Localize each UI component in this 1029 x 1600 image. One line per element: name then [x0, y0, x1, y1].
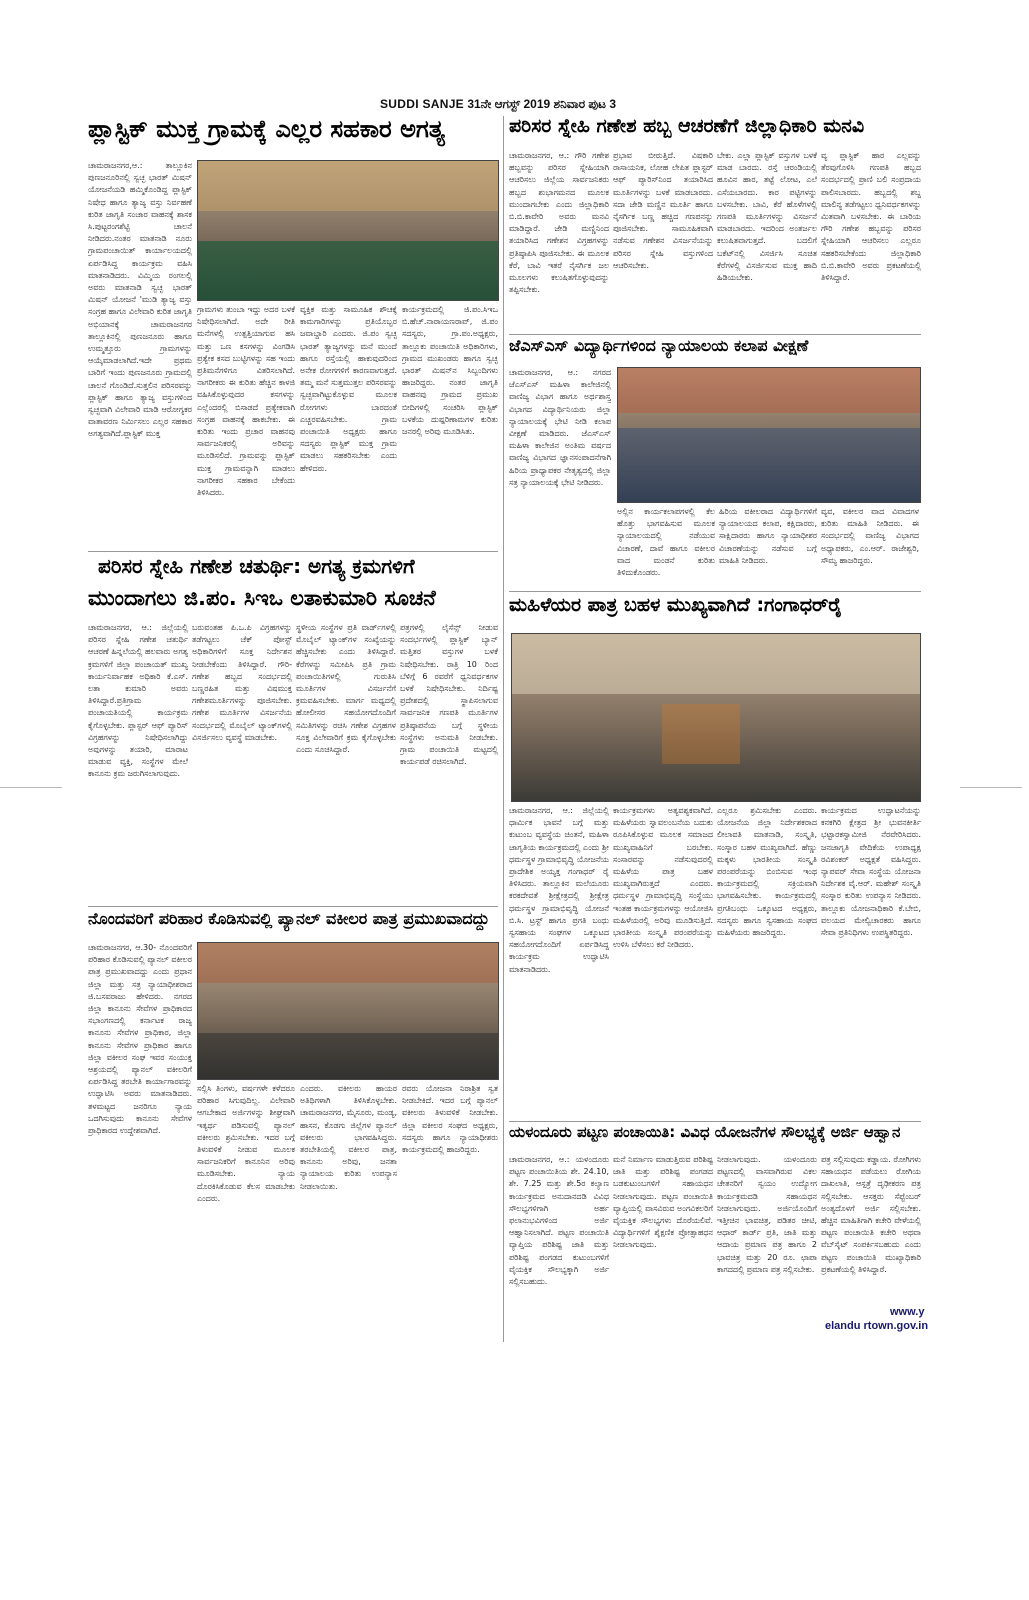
- masthead: [380, 97, 680, 113]
- headline-yelandur: ಯಳಂದೂರು ಪಟ್ಟಣ ಪಂಚಾಯಿತಿ: ವಿವಿಧ ಯೋಜನೆಗಳ ಸೌಲಭ್ಯಕ್ಕೆ ಅರ್ಜಿ ಆಹ್ವಾನ: [509, 1124, 901, 1141]
- column-divider: [503, 116, 504, 1342]
- plastic-column-4: ಕಾರ್ಯಕ್ರಮದಲ್ಲಿ ಜಿ.ಪಂ.ಸಿಇಒ ಬಿ.ಹೆಚ್.ನಾರಾಯಣರಾವ್, ಜಿ.ಪಂ ಸದಸ್ಯರು, ಗ್ರಾ.ಪಂ.ಅಧ್ಯಕ್ಷರು, ತಾಲ್ಲೂಕು ಪಂಚಾಯಿತಿ ಅಧಿಕಾರಿಗಳು, ಗ್ರಾಮದ ಮುಖಂಡರು ಹಾಗೂ ಸ್ವಚ್ಛ ಭಾರತ್ ಮಿಷನ್‌ನ ಸಿಬ್ಬಂದಿಗಳು ಹಾಜರಿದ್ದರು. ನಂತರ ಜಾಗೃತಿ ವಾಹನವು ಗ್ರಾಮದ ಪ್ರಮುಖ ಬೀದಿಗಳಲ್ಲಿ ಸಂಚರಿಸಿ ಪ್ಲಾಸ್ಟಿಕ್ ಬಳಕೆಯ ದುಷ್ಪರಿಣಾಮಗಳ ಕುರಿತು ಜನರಲ್ಲಿ ಅರಿವು ಮೂಡಿಸಿತು.: [402, 305, 498, 437]
- jss-column-2: ಅಲ್ಲಿನ ಕಾರ್ಯಕಲಾಪಗಳಲ್ಲಿ ಕೆಲ ಹೊತ್ತು ಭಾಗವಹಿಸುವ ಮೂಲಕ ನ್ಯಾಯಾಲಯದಲ್ಲಿ ನಡೆಯುವ ವಿಚಾರಣೆ, ದಾವೆ ಹಾಗೂ ವಕೀಲರ ವಾದ ಮಂಡನೆ ಕುರಿತು ತಿಳಿದುಕೊಂಡರು.: [617, 507, 715, 578]
- yelandur-column-4: ಪತ್ರ ಸಲ್ಲಿಸುವುದು ಕಡ್ಡಾಯ. ರೋಗಿಗಳು ಸಹಾಯಧನ ಪಡೆಯಲು ರೋಗಿಯ ದಾಖಲಾತಿ, ಆಸ್ಪತ್ರೆ ದೃಢೀಕರಣ ಪತ್ರ ಸಲ್ಲಿಸಬೇಕು. ಆಸಕ್ತರು ಸೆಪ್ಟೆಂಬರ್ ಅಂತ್ಯದೊಳಗೆ ಅರ್ಜಿ ಸಲ್ಲಿಸಬೇಕು. ಹೆಚ್ಚಿನ ಮಾಹಿತಿಗಾಗಿ ಕಚೇರಿ ವೇಳೆಯಲ್ಲಿ ಪಟ್ಟಣ ಪಂಚಾಯಿತಿ ಕಚೇರಿ ಅಥವಾ ವೆಬ್‌ಸೈಟ್ ಸಂಪರ್ಕಿಸಬಹುದು ಎಂದು ಪಟ್ಟಣ ಪಂಚಾಯಿತಿ ಮುಖ್ಯಾಧಿಕಾರಿ ಪ್ರಕಟಣೆಯಲ್ಲಿ ತಿಳಿಸಿದ್ದಾರೆ.: [821, 1155, 921, 1274]
- panel-advocates-column-2: ಸಲ್ಲಿಸಿ ತಿಂಗಳು, ವರ್ಷಗಳೇ ಕಳೆದರೂ ಪರಿಹಾರ ಸಿಗುವುದಿಲ್ಲ. ವಿಲೇವಾರಿ ಆಗಬೇಕಾದ ಅರ್ಜಿಗಳನ್ನು ಶೀಘ್ರವಾಗಿ ಇತ್ಯರ್ಥ ಪಡಿಸುವಲ್ಲಿ ಪ್ಯಾನಲ್ ವಕೀಲರು ಶ್ರಮಿಸಬೇಕು. ಇದರ ಬಗ್ಗೆ ತಿಳುವಳಿಕೆ ನೀಡುವ ಮೂಲಕ ಸಾರ್ವಜನಿಕರಿಗೆ ಕಾನೂನಿನ ಅರಿವು ಮೂಡಿಸಬೇಕು. ನ್ಯಾಯ ದೊರಕಿಸಿಕೊಡುವ ಕೆಲಸ ಮಾಡಬೇಕು ಎಂದರು.: [197, 1084, 295, 1203]
- plastic-column-1: ಚಾಮರಾಜನಗರ,ಆ.: ತಾಲ್ಲೂಕಿನ ಪುಣಜನೂರಿನಲ್ಲಿ ಸ್ವಚ್ಛ ಭಾರತ್ ಮಿಷನ್‌ ಯೋಜನೆಯಡಿ ಹಮ್ಮಿಕೊಂಡಿದ್ದ ಪ್ಲಾಸ್ಟಿಕ್ ನಿಷೇಧ ಹಾಗೂ ತ್ಯಾಜ್ಯ ವಸ್ತು ನಿರ್ವಹಣೆ ಕುರಿತ ಜಾಗೃತಿ ಸಂಚಾರ ವಾಹನಕ್ಕೆ ಶಾಸಕ ಸಿ.ಪುಟ್ಟರಂಗಶೆಟ್ಟಿ ಚಾಲನೆ ನೀಡಿದರು.ನಂತರ ಮಾತನಾಡಿ ನೂರು ಗ್ರಾಮಪಂಚಾಯಿತ್ ಕಾರ್ಯಾಲಯದಲ್ಲಿ ಏರ್ಪಡಿಸಿದ್ದ ಕಾರ್ಯಕ್ರಮ ವಹಿಸಿ ಮಾತನಾಡಿದರು. ವಿಮ್ಮಿಯ ರಂಗಲಲ್ಲಿ ಅವರು ಮಾತನಾಡಿ ಸ್ವಚ್ಛ ಭಾರತ್ ಮಿಷನ್‌ ಯೋಜನೆ 'ಮುಡಿ ತ್ಯಾಜ್ಯ ವಸ್ತು ಸಂಗ್ರಹ ಹಾಗೂ ವಿಲೇವಾರಿ ಕುರಿತ ಜಾಗೃತಿ ಅಭಿಯಾನಕ್ಕೆ ಚಾಮರಾಜನಗರ ತಾಲ್ಲೂಕಿನಲ್ಲಿ ಪುಣಜನೂರು ಹಾಗೂ ಉಮ್ಮತ್ತೂರು ಗ್ರಾಮಗಳನ್ನು ಆಯ್ಕೆಮಾಡಲಾಗಿದೆ.ಇದೇ ಪ್ರಥಮ ಬಾರಿಗೆ ಇಂದು ಪುಣಜನೂರು ಗ್ರಾಮದಲ್ಲಿ ಚಾಲನೆ ಗೊಂಡಿದೆ.ಸುತ್ತಲಿನ ಪರಿಸರವನ್ನು ಪ್ಲಾಸ್ಟಿಕ್ ಹಾಗೂ ತ್ಯಾಜ್ಯ ವಸ್ತುಗಳಿಂದ ಸ್ವಚ್ಛವಾಗಿ ವಿಲೇವಾರಿ ಮಾಡಿ ಆರೋಗ್ಯಕರ ವಾತಾವರಣ ನಿರ್ಮಿಸಲು ಎಲ್ಲರ ಸಹಕಾರ ಅಗತ್ಯವಾಗಿದೆ.ಪ್ಲಾಸ್ಟಿಕ್ ಮುಕ್ತ: [88, 161, 192, 439]
- headline-panel-advocates: ನೊಂದವರಿಗೆ ಪರಿಹಾರ ಕೊಡಿಸುವಲ್ಲಿ ಪ್ಯಾನಲ್ ವಕೀಲರ ಪಾತ್ರ ಪ್ರಮುಖವಾದದ್ದು: [88, 910, 490, 928]
- headline-jss-court-visit: ಜೆಎಸ್‌ಎಸ್ ವಿದ್ಯಾರ್ಥಿಗಳಿಂದ ನ್ಯಾಯಾಲಯ ಕಲಾಪ ವೀಕ್ಷಣೆ: [509, 337, 809, 355]
- plastic-event-photo: [197, 160, 499, 301]
- yelandur-url-prefix: www.y: [890, 1306, 925, 1318]
- divider: [509, 1121, 921, 1122]
- divider: [509, 591, 921, 592]
- yelandur-column-1: ಚಾಮರಾಜನಗರ, ಆ.: ಯಳಂದೂರು ಪಟ್ಟಣ ಪಂಚಾಯಿತಿಯ ಶೇ. 24.10, ಶೇ. 7.25 ಮತ್ತು ಶೇ.5ರ ಕಲ್ಯಾಣ ಕಾರ್ಯಕ್ರಮದ ಅನುದಾನದಡಿ ವಿವಿಧ ಸೌಲಭ್ಯಗಳಿಗಾಗಿ ಅರ್ಹ ಫಲಾನುಭವಿಗಳಿಂದ ಅರ್ಜಿ ಆಹ್ವಾನಿಸಲಾಗಿದೆ. ಪಟ್ಟಣ ಪಂಚಾಯಿತಿ ವ್ಯಾಪ್ತಿಯ ಪರಿಶಿಷ್ಟ ಜಾತಿ ಮತ್ತು ಪರಿಶಿಷ್ಟ ಪಂಗಡದ ಕುಟುಂಬಗಳಿಗೆ ವೈಯಕ್ತಿಕ ಸೌಲಭ್ಯಕ್ಕಾಗಿ ಅರ್ಜಿ ಸಲ್ಲಿಸಬಹುದು.: [509, 1155, 609, 1287]
- headline-zp-ceo-line1: ಪರಿಸರ ಸ್ನೇಹಿ ಗಣೇಶ ಚತುರ್ಥಿ: ಅಗತ್ಯ ಕ್ರಮಗಳಿಗೆ: [98, 555, 415, 578]
- divider: [88, 551, 498, 552]
- headline-plastic: ಪ್ಲಾಸ್ಟಿಕ್ ಮುಕ್ತ ಗ್ರಾಮಕ್ಕೆ ಎಲ್ಲರ ಸಹಕಾರ ಅಗತ್ಯ: [88, 116, 445, 143]
- women-column-4: ಕಾರ್ಯಕ್ರಮದ ಉದ್ಘಾಟನೆಯನ್ನು ಕನಕಗಿರಿ ಕ್ಷೇತ್ರದ ಶ್ರೀ ಭುವನಕೀರ್ತಿ ಭಟ್ಟಾರಕಸ್ವಾಮೀಜಿ ನೆರವೇರಿಸಿದರು. ಜನಜಾಗೃತಿ ವೇದಿಕೆಯ ಉಪಾಧ್ಯಕ್ಷ ರವಿಶಂಕರ್ ಅಧ್ಯಕ್ಷತೆ ವಹಿಸಿದ್ದರು. ನ್ಯಾಪವರ್ ಸೇವಾ ಸಂಸ್ಥೆಯ ಯೋಜನಾ ನಿರ್ದೇಶಕ ವೈ.ಆರ್. ಮಹೇಶ್ ಸಂಸ್ಕೃತಿ ಸಂಸ್ಕಾರ ಕುರಿತು ಉಪನ್ಯಾಸ ನೀಡಿದರು. ತಾಲ್ಲೂಕು ಯೋಜನಾಧಿಕಾರಿ ಕೆ.ಬೇಬಿ, ವಲಯದ ಮೇಲ್ವಿಚಾರಕರು ಹಾಗೂ ಸೇವಾ ಪ್ರತಿನಿಧಿಗಳು ಉಪಸ್ಥಿತರಿದ್ದರು.: [821, 806, 921, 938]
- panel-advocates-column-3: ಎಂದರು. ವಕೀಲರು ಹಾಯರ ಅತಿಥಿಗಳಾಗಿ ತಿಳಿಸಿಕೊಳ್ಳಬೇಕು. ಚಾಮರಾಜನಗರ, ಮೈಸೂರು, ಮಂಡ್ಯ, ಹಾಸನ, ಕೊಡಗು ಜಿಲ್ಲೆಗಳ ಪ್ಯಾನಲ್ ವಕೀಲರು ಭಾಗವಹಿಸಿದ್ದರು. ತರಬೇತಿಯಲ್ಲಿ ವಕೀಲರ ಪಾತ್ರ, ಕಾನೂನು ಅರಿವು, ಜನತಾ ನ್ಯಾಯಾಲಯ ಕುರಿತು ಉಪನ್ಯಾಸ ನೀಡಲಾಯಿತು.: [300, 1084, 397, 1191]
- jss-column-4: ವ್ಯವ, ವಕೀಲರ ವಾದ ವಿವಾದಗಳ ಕುರಿತು ಮಾಹಿತಿ ನೀಡಿದರು. ಈ ಸಂದರ್ಭದಲ್ಲಿ ವಾಣಿಜ್ಯ ವಿಭಾಗದ ಅಧ್ಯಾಪಕರು, ಎಂ.ಆರ್. ರಾಜೇಶ್ವರಿ, ಸೌಮ್ಯ ಹಾಜರಿದ್ದರು.: [821, 507, 919, 565]
- divider: [88, 906, 498, 907]
- women-column-1: ಚಾಮರಾಜನಗರ, ಆ.: ಜಿಲ್ಲೆಯಲ್ಲಿ ಧಾರ್ಮಿಕ ಭಾವನೆ ಬಗ್ಗೆ ಮತ್ತು ಕುಟುಂಬ ವ್ಯವಸ್ಥೆಯ ಚಿಂತನೆ, ಮಹಿಳಾ ಜಾಗೃತಿಯ ಕಾರ್ಯಕ್ರಮದಲ್ಲಿ ಎಂದು ಶ್ರೀ ಧರ್ಮಸ್ಥಳ ಗ್ರಾಮಾಭಿವೃದ್ಧಿ ಯೋಜನೆಯ ಪ್ರಾದೇಶಿಕ ಅಯ್ಯಕ್ತ ಗಂಗಾಧರ್ ರೈ ತಿಳಿಸಿದರು. ತಾಲ್ಲೂಕಿನ ಮಲೆಯೂರು ಕರಕದೇವತೆ ಶ್ರೀಕ್ಷೇತ್ರದಲ್ಲಿ ಶ್ರೀಕ್ಷೇತ್ರ ಧರ್ಮಸ್ಥಳ ಗ್ರಾಮಾಭಿವೃದ್ಧಿ ಯೋಜನೆ ಬಿ.ಸಿ. ಟ್ರಸ್ಟ್ ಹಾಗೂ ಪ್ರಗತಿ ಬಂಧು ಸ್ವಸಹಾಯ ಸಂಘಗಳ ಒಕ್ಕೂಟದ ಸಹಯೋಗದೊಂದಿಗೆ ಏರ್ಪಡಿಸಿದ್ದ ಕಾರ್ಯಕ್ರಮ ಉದ್ಘಾಟಿಸಿ ಮಾತನಾಡಿದರು.: [509, 806, 609, 974]
- yelandur-column-2: ಮನೆ ನಿರ್ಮಾಣ ಮಾಡುತ್ತಿರುವ ಪರಿಶಿಷ್ಟ ಜಾತಿ ಮತ್ತು ಪರಿಶಿಷ್ಟ ಪಂಗಡದ ಬಡಕುಟುಂಬಗಳಿಗೆ ಸಹಾಯಧನ ನೀಡಲಾಗುವುದು. ಪಟ್ಟಣ ಪಂಚಾಯಿತಿ ವ್ಯಾಪ್ತಿಯಲ್ಲಿ ವಾಸವಿರುವ ಅಂಗವಿಕಲರಿಗೆ ವೈಯಕ್ತಿಕ ಸೌಲಭ್ಯಗಳು ದೊರೆಯಲಿವೆ. ವಿದ್ಯಾರ್ಥಿಗಳಿಗೆ ಶೈಕ್ಷಣಿಕ ಪ್ರೋತ್ಸಾಹಧನ ನೀಡಲಾಗುವುದು.: [613, 1155, 713, 1250]
- headline-ganesha-dc: ಪರಿಸರ ಸ್ನೇಹಿ ಗಣೇಶ ಹಬ್ಬ ಆಚರಣೆಗೆ ಜಿಲ್ಲಾಧಿಕಾರಿ ಮನವಿ: [509, 116, 865, 137]
- headline-women-role: ಮಹಿಳೆಯರ ಪಾತ್ರ ಬಹಳ ಮುಖ್ಯವಾಗಿದೆ :ಗಂಗಾಧರ್‌ರೈ: [509, 595, 843, 616]
- jss-students-group-photo: [617, 367, 921, 503]
- women-program-photo: [511, 633, 921, 802]
- ganesha-dc-column-3: ಬೇಕು. ಎಲ್ಲಾ ಪ್ಲಾಸ್ಟಿಕ್ ವಸ್ತುಗಳ ಬಳಕೆ ಮಾಡ ಬಾರದು. ರಸ್ತೆ ಚರಂಡಿಯಲ್ಲಿ ಹೂವಿನ ಹಾರ, ತಟ್ಟೆ ಲೋಟ, ಎಲೆ ಎಸೆಯಬಾರದು. ಕಾರ ಪಟ್ಟಿಗಳನ್ನು ಬಳಸಬೇಕು. ಬಾವಿ, ಕೆರೆ ಹೊಳೆಗಳಲ್ಲಿ ಗಣಪತಿ ಮೂರ್ತಿಗಳನ್ನು ವಿಸರ್ಜನೆ ಮಾಡಬಾರದು. ಇದರಿಂದ ಅಂತರ್ಜಲ ಕಲುಷಿತವಾಗುತ್ತದೆ. ಬದಲಿಗೆ ಬಕೆಟ್‌ನಲ್ಲಿ ವಿಸರ್ಜಿಸಿ ಸೂಚಿತ ಕೆರೆಗಳಲ್ಲಿ ವಿಸರ್ಜಿಸುವ ಮುಕ್ತ ಹಾದಿ ಹಿಡಿಯಬೇಕು.: [717, 151, 817, 283]
- plastic-column-3: ವ್ಯಕ್ತಿಕ ಮತ್ತು ಸಾಮೂಹಿಕ ಶೌಚಕ್ಕೆ ಕಾಮಗಾರಿಗಳನ್ನು ಪ್ರತಿಯೊಬ್ಬರ ಜವಾಬ್ದಾರಿ ಎಂದರು. ಜಿ.ಪಂ ಸ್ವಚ್ಛ ಭಾರತ್ ತ್ಯಾಜ್ಯಗಳನ್ನು ಮನೆ ಮುಂದೆ ಹಾಗೂ ರಸ್ತೆಯಲ್ಲಿ ಹಾಕುವುದರಿಂದ ಅನೇಕ ರೋಗಗಳಿಗೆ ಕಾರಣವಾಗುತ್ತದೆ. ತಮ್ಮ ಮನೆ ಸುತ್ತಮುತ್ತಲ ಪರಿಸರವನ್ನು ಸ್ವಚ್ಛವಾಗಿಟ್ಟುಕೊಳ್ಳುವ ಮೂಲಕ ರೋಗಗಳು ಬಾರದಂತೆ ಎಚ್ಚರವಹಿಸಬೇಕು. ಗ್ರಾಮ ಪಂಚಾಯಿತಿ ಅಧ್ಯಕ್ಷರು ಹಾಗೂ ಸದಸ್ಯರು ಪ್ಲಾಸ್ಟಿಕ್ ಮುಕ್ತ ಗ್ರಾಮ ಮಾಡಲು ಸಹಕರಿಸಬೇಕು ಎಂದು ಹೇಳಿದರು.: [300, 305, 397, 473]
- divider: [509, 334, 921, 335]
- zp-ceo-column-1: ಚಾಮರಾಜನಗರ, ಆ.: ಜಿಲ್ಲೆಯಲ್ಲಿ ಪರಿಸರ ಸ್ನೇಹಿ ಗಣೇಶ ಚತುರ್ಥಿ ಆಚರಣೆ ಹಿನ್ನಲೆಯಲ್ಲಿ ಹಲವಾರು ಅಗತ್ಯ ಕ್ರಮಗಳಿಗೆ ಜಿಲ್ಲಾ ಪಂಚಾಯತ್ ಮುಖ್ಯ ಕಾರ್ಯನಿರ್ವಾಹಕ ಅಧಿಕಾರಿ ಕೆ.ಎಸ್. ಲತಾ ಕುಮಾರಿ ಅವರು ತಿಳಿಸಿದ್ದಾರೆ.ಪ್ರತಿಗ್ರಾಮ ಪಂಚಾಯತಿಯಲ್ಲಿ ಕಾರ್ಯಕ್ರಮ ಕೈಗೊಳ್ಳಬೇಕು. ಪ್ಲಾಸ್ಟರ್ ಆಫ್ ಪ್ಯಾರಿಸ್ ವಿಗ್ರಹಗಳನ್ನು ನಿಷೇಧಿಸಲಾಗಿದ್ದು ಅವುಗಳನ್ನು ತಯಾರಿ, ಮಾರಾಟ ಮಾಡುವ ವ್ಯಕ್ತಿ, ಸಂಸ್ಥೆಗಳ ಮೇಲೆ ಕಾನೂನು ಕ್ರಮ ಜರುಗಿಸಲಾಗುವುದು.: [88, 623, 188, 779]
- zp-ceo-column-4: ಪತ್ರಗಳಲ್ಲಿ ಲೈಸೆನ್ಸ್ ನೀಡುವ ಸಂದರ್ಭಗಳಲ್ಲಿ ಪ್ಲಾಸ್ಟಿಕ್ ಬ್ಯಾನ್ ಮತ್ತಿತರ ವಸ್ತುಗಳ ಬಳಕೆ ನಿಷೇಧಿಸಬೇಕು. ರಾತ್ರಿ 10 ರಿಂದ ಬೆಳಿಗ್ಗೆ 6 ರವರೆಗೆ ಧ್ವನಿವರ್ಧಕಗಳ ಬಳಕೆ ನಿಷೇಧಿಸಬೇಕು. ನಿರ್ದಿಷ್ಟ ಪ್ರದೇಶದಲ್ಲಿ ಸ್ಥಾಪಿಸಲಾಗುವ ಸಾರ್ವಜನಿಕ ಗಣಪತಿ ಮೂರ್ತಿಗಳ ಪ್ರತಿಷ್ಠಾಪನೆಯ ಬಗ್ಗೆ ಸ್ಥಳೀಯ ಸಂಸ್ಥೆಗಳು ಅನುಮತಿ ನೀಡಬೇಕು. ಗ್ರಾಮ ಪಂಚಾಯಿತಿ ಮಟ್ಟದಲ್ಲಿ ಕಾರ್ಯಪಡೆ ರಚಿಸಲಾಗಿದೆ.: [400, 623, 498, 767]
- masthead-brand: SUDDI SANJE: [380, 97, 464, 111]
- crop-mark-right: [960, 787, 1022, 788]
- women-column-2: ಕಾರ್ಯಕ್ರಮಗಳು ಅತ್ಯವಶ್ಯಕವಾಗಿದೆ. ಮಹಿಳೆಯರು ಸ್ವಾವಲಂಬನೆಯ ಬದುಕು ರೂಪಿಸಿಕೊಳ್ಳುವ ಮೂಲಕ ಸಮಾಜದ ಮುಖ್ಯವಾಹಿನಿಗೆ ಬರಬೇಕು. ಸಂಸಾರವನ್ನು ನಡೆಸುವುದರಲ್ಲಿ ಮಹಿಳೆಯ ಪಾತ್ರ ಬಹಳ ಮುಖ್ಯವಾಗಿರುತ್ತದೆ ಎಂದರು. ಧರ್ಮಸ್ಥಳ ಗ್ರಾಮಾಭಿವೃದ್ಧಿ ಸಂಸ್ಥೆಯು ಇಂತಹ ಕಾರ್ಯಕ್ರಮಗಳನ್ನು ಆಯೋಜಿಸಿ ಮಹಿಳೆಯರಲ್ಲಿ ಅರಿವು ಮೂಡಿಸುತ್ತಿದೆ. ಭಾರತೀಯ ಸಂಸ್ಕೃತಿ ಪರಂಪರೆಯನ್ನು ಉಳಿಸಿ ಬೆಳೆಸಲು ಕರೆ ನೀಡಿದರು.: [613, 806, 713, 950]
- panel-advocates-column-4: ರವರು ಯೋಜನಾ ನಿರಾಶ್ರಿತ ಸ್ವತ ನೀಡಬೇಕಿದೆ. ಇದರ ಬಗ್ಗೆ ಪ್ಯಾನಲ್ ವಕೀಲರು ತಿಳುವಳಿಕೆ ನೀಡಬೇಕು. ಜಿಲ್ಲಾ ವಕೀಲರ ಸಂಘದ ಅಧ್ಯಕ್ಷರು, ಸದಸ್ಯರು ಹಾಗೂ ನ್ಯಾಯಾಧೀಶರು ಕಾರ್ಯಕ್ರಮದಲ್ಲಿ ಹಾಜರಿದ್ದರು.: [402, 1084, 498, 1155]
- ganesha-dc-column-4: ವ್ಯ ಪ್ಲಾಸ್ಟಿಕ್ ಹಾರ ಎಲ್ಲವನ್ನು ತೆರವುಗೊಳಿಸಿ ಗಣಪತಿ ಹಬ್ಬದ ಸಂದರ್ಭದಲ್ಲಿ ಪ್ರಾಣಿ ಬಲಿ ಸಂಪ್ರದಾಯ ಪಾಲಿಸಬಾರದು. ಹಬ್ಬದಲ್ಲಿ ಶಬ್ದ ಮಾಲಿನ್ಯ ತಡೆಗಟ್ಟಲು ಧ್ವನಿವರ್ಧಕಗಳನ್ನು ಮಿತವಾಗಿ ಬಳಸಬೇಕು. ಈ ಬಾರಿಯ ಗೌರಿ ಗಣೇಶ ಹಬ್ಬವನ್ನು ಪರಿಸರ ಸ್ನೇಹಿಯಾಗಿ ಆಚರಿಸಲು ಎಲ್ಲರೂ ಸಹಕರಿಸಬೇಕೆಂದು ಜಿಲ್ಲಾಧಿಕಾರಿ ಬಿ.ಬಿ.ಕಾವೇರಿ ಅವರು ಪ್ರಕಟಣೆಯಲ್ಲಿ ತಿಳಿಸಿದ್ದಾರೆ.: [821, 151, 921, 283]
- ganesha-dc-column-1: ಚಾಮರಾಜನಗರ, ಆ.: ಗೌರಿ ಗಣೇಶ ಹಬ್ಬವನ್ನು ಪರಿಸರ ಸ್ನೇಹಿಯಾಗಿ ಆಚರಿಸಲು ಜಿಲ್ಲೆಯ ಸಾರ್ವಜನಿಕರು ಹಬ್ಬದ ಶುಭಾಗಮನದ ಮೂಲಕ ಮುಂದಾಗಬೇಕು ಎಂದು ಜಿಲ್ಲಾಧಿಕಾರಿ ಬಿ.ಬಿ.ಕಾವೇರಿ ಅವರು ಮನವಿ ಮಾಡಿದ್ದಾರೆ. ಜೇಡಿ ಮಣ್ಣಿನಿಂದ ತಯಾರಿಸಿದ ಗಣೇಶನ ವಿಗ್ರಹಗಳನ್ನು ಪ್ರತಿಷ್ಠಾಪಿಸಿ ಪೂಜಿಸಬೇಕು. ಈ ಮೂಲಕ ಕೆರೆ, ಬಾವಿ ಇತರೆ ನೈಸರ್ಗಿಕ ಜಲ ಮೂಲಗಳು ಕಲುಷಿತಗೊಳ್ಳುವುದನ್ನು ತಪ್ಪಿಸಬೇಕು.: [509, 151, 609, 295]
- headline-zp-ceo-line2: ಮುಂದಾಗಲು ಜಿ.ಪಂ. ಸಿಇಒ ಲತಾಕುಮಾರಿ ಸೂಚನೆ: [88, 586, 436, 610]
- yelandur-url: elandu rtown.gov.in: [825, 1320, 929, 1332]
- masthead-date-page: 31ನೇ ಆಗಸ್ಟ್ 2019 ಶನಿವಾರ ಪುಟ 3: [467, 97, 616, 111]
- ganesha-dc-column-2: ಪ್ರಭಾವ ಬೀರುತ್ತಿದೆ. ವಿಷಕಾರಿ ರಾಸಾಯನಿಕ, ಲೋಹ ಲೇಪಿತ ಪ್ಲಾಸ್ಟರ್ ಆಫ್ ಪ್ಯಾರಿಸ್‌ನಿಂದ ತಯಾರಿಸಿದ ಮೂರ್ತಿಗಳನ್ನು ಬಳಕೆ ಮಾಡಬಾರದು. ಸದಾ ಜೇಡಿ ಮಣ್ಣಿನ ಮೂರ್ತಿ ಹಾಗೂ ನೈಸರ್ಗಿಕ ಬಣ್ಣ ಹಚ್ಚಿದ ಗಣಪನನ್ನು ಪೂಜಿಸಬೇಕು. ಸಾಮೂಹಿಕವಾಗಿ ನಡೆಸುವ ಗಣೇಶನ ವಿಸರ್ಜನೆಯನ್ನು ಪರಿಸರ ಸ್ನೇಹಿ ವಸ್ತುಗಳಿಂದ ಆಚರಿಸಬೇಕು.: [613, 151, 713, 270]
- jss-column-3: ಹಿರಿಯ ವಕೀಲರಾದ ವಿದ್ಯಾರ್ಥಿಗಳಿಗೆ ನ್ಯಾಯಾಲಯದ ಕಲಾಪ, ಕಕ್ಷಿದಾರರು, ಸಾಕ್ಷಿದಾರರು ಹಾಗೂ ನ್ಯಾಯಾಧೀಶರ ವಿಚಾರಣೆಯನ್ನು ನಡೆಸುವ ಬಗ್ಗೆ ಮಾಹಿತಿ ನೀಡಿದರು.: [719, 507, 817, 565]
- plastic-column-2: ಗ್ರಾಮಗಳು ತುಂಬಾ ಇದ್ದು ಅದರ ಬಳಕೆ ನಿಷೇಧಿಸಲಾಗಿದೆ. ಅದೇ ರೀತಿ ಮನೆಗಳಲ್ಲಿ ಉತ್ಪತ್ತಿಯಾಗುವ ಹಸಿ ಮತ್ತು ಒಣ ಕಸಗಳನ್ನು ವಿಂಗಡಿಸಿ ಪ್ರತ್ಯೇಕ ಕಸದ ಬುಟ್ಟಿಗಳನ್ನು ಸಹ ಇಂದು ಪ್ರತಿಮನೆಗಳಿಗೂ ವಿತರಿಸಲಾಗಿದೆ. ನಾಗರೀಕರು ಈ ಕುರಿತು ಹೆಚ್ಚಿನ ಕಾಳಜಿ ವಹಿಸಿಕೊಳ್ಳುವುದರ ಕಸಗಳನ್ನು ಎಲ್ಲೆಂದರಲ್ಲಿ ಬಿಸಾಡದೆ ಪ್ರತ್ಯೇಕವಾಗಿ ಸಂಗ್ರಹ ವಾಹನಕ್ಕೆ ಹಾಕಬೇಕು. ಈ ಕುರಿತು ಇಂದು ಪ್ರಚಾರ ವಾಹನವು ಸಾರ್ವಜನಿಕರಲ್ಲಿ ಅರಿವನ್ನು ಮೂಡಿಸಲಿದೆ. ಗ್ರಾಮವನ್ನು ಪ್ಲಾಸ್ಟಿಕ್ ಮುಕ್ತ ಗ್ರಾಮವನ್ನಾಗಿ ಮಾಡಲು ನಾಗರೀಕರ ಸಹಕಾರ ಬೇಕೆಂದು ತಿಳಿಸಿದರು.: [197, 305, 295, 498]
- zp-ceo-column-2: ಬರುವಂತಹ ಪಿ.ಒ.ಪಿ ವಿಗ್ರಹಗಳನ್ನು ತಡೆಗಟ್ಟಲು ಚೆಕ್‌ ಪೋಸ್ಟ್ ಅಧಿಕಾರಿಗಳಿಗೆ ಸೂಕ್ತ ನಿರ್ದೇಶನ ನೀಡಬೇಕೆಂದು ತಿಳಿಸಿದ್ದಾರೆ. ಗೌರಿ-ಗಣೇಶ ಹಬ್ಬದ ಸಂದರ್ಭದಲ್ಲಿ ಬಣ್ಣರಹಿತ ಮತ್ತು ವಿಷಮುಕ್ತ ಗಣೇಶಮೂರ್ತಿಗಳನ್ನು ಪೂಜಿಸಬೇಕು. ಗಣೇಶ ಮೂರ್ತಿಗಳ ವಿಸರ್ಜನೆಯ ಸಂದರ್ಭದಲ್ಲಿ ಮೊಬೈಲ್ ಟ್ಯಾಂಕ್‌ಗಳಲ್ಲಿ ವಿಸರ್ಜಿಸಲು ವ್ಯವಸ್ಥೆ ಮಾಡಬೇಕು.: [192, 623, 292, 742]
- crop-mark-left: [0, 787, 62, 788]
- jss-column-1: ಚಾಮರಾಜನಗರ, ಆ.: ನಗರದ ಜೆಎಸ್‌ಎಸ್ ಮಹಿಳಾ ಕಾಲೇಜಿನಲ್ಲಿ ವಾಣಿಜ್ಯ ವಿಭಾಗ ಹಾಗೂ ಅರ್ಥಶಾಸ್ತ್ರ ವಿಭಾಗದ ವಿದ್ಯಾರ್ಥಿನಿಯರು ಜಿಲ್ಲಾ ನ್ಯಾಯಾಲಯಕ್ಕೆ ಭೇಟಿ ನೀಡಿ ಕಲಾಪ ವೀಕ್ಷಣೆ ಮಾಡಿದರು. ಜೆಎಸ್‌ಎಸ್ ಮಹಿಳಾ ಕಾಲೇಜಿನ ಅಂತಿಮ ವರ್ಷದ ವಾಣಿಜ್ಯ ವಿಭಾಗದ ಜ್ಞಾನಸಂಪಾದನೆಗಾಗಿ ಹಿರಿಯ ಪ್ರಾಧ್ಯಾಪಕರ ನೇತೃತ್ವದಲ್ಲಿ ಜಿಲ್ಲಾ ಸತ್ರ ನ್ಯಾಯಾಲಯಕ್ಕೆ ಭೇಟಿ ನೀಡಿದರು.: [509, 368, 611, 487]
- zp-ceo-column-3: ಸ್ಥಳೀಯ ಸಂಸ್ಥೆಗಳ ಪ್ರತಿ ವಾರ್ಡ್‌ಗಳಲ್ಲಿ ಮೊಬೈಲ್ ಟ್ಯಾಂಕ್‌ಗಳ ಸಂಖ್ಯೆಯನ್ನು ಹೆಚ್ಚಿಸಬೇಕು ಎಂದು ತಿಳಿಸಿದ್ದಾರೆ. ಕೆರೆಗಳನ್ನು ಸಮೀಪಿಸಿ ಪ್ರತಿ ಗ್ರಾಮ ಪಂಚಾಯಿತಿಗಳಲ್ಲಿ ಗುರುತಿಸಿ ಮೂರ್ತಿಗಳ ವಿಸರ್ಜನೆಗೆ ಕ್ರಮವಹಿಸಬೇಕು. ಮಾರ್ಗ ಮಧ್ಯದಲ್ಲಿ ಹೋಲೀಸರ ಸಹಯೋಗದೊಂದಿಗೆ ಸಮಿತಿಗಳನ್ನು ರಚಿಸಿ ಗಣೇಶ ವಿಗ್ರಹಗಳ ಸೂಕ್ತ ವಿಲೇವಾರಿಗೆ ಕ್ರಮ ಕೈಗೊಳ್ಳಬೇಕು ಎಂದು ಸೂಚಿಸಿದ್ದಾರೆ.: [296, 623, 396, 755]
- women-column-3: ಎಲ್ಲರೂ ಶ್ರಮಿಸಬೇಕು ಎಂದರು. ಯೋಜನೆಯ ಜಿಲ್ಲಾ ನಿರ್ದೇಶಕರಾದ ಲೀಲಾವತಿ ಮಾತನಾಡಿ, ಸಂಸ್ಕೃತಿ, ಸಂಸ್ಕಾರ ಬಹಳ ಮುಖ್ಯವಾಗಿದೆ. ಹೆಣ್ಣು ಮಕ್ಕಳು ಭಾರತೀಯ ಸಂಸ್ಕೃತಿ ಪರಂಪರೆಯನ್ನು ಬಿಂಬಿಸುವ ಇಂಥ ಕಾರ್ಯಕ್ರಮದಲ್ಲಿ ಸಕ್ರಿಯವಾಗಿ ಭಾಗವಹಿಸಬೇಕು. ಕಾರ್ಯಕ್ರಮದಲ್ಲಿ ಪ್ರಗತಿಬಂಧು ಒಕ್ಕೂಟದ ಅಧ್ಯಕ್ಷರು, ಸದಸ್ಯರು ಹಾಗೂ ಸ್ವಸಹಾಯ ಸಂಘದ ಮಹಿಳೆಯರು ಹಾಜರಿದ್ದರು.: [717, 806, 817, 938]
- panel-advocates-meeting-photo: [197, 942, 499, 1080]
- yelandur-column-3: ನೀಡಲಾಗುವುದು. ಯಳಂದೂರು ಪಟ್ಟಣದಲ್ಲಿ ವಾಸವಾಗಿರುವ ವಿಕಲ ಚೇತನರಿಗೆ ಸ್ವಯಂ ಉದ್ಯೋಗ ಕಾರ್ಯಕ್ರಮದಡಿ ಸಹಾಯಧನ ನೀಡಲಾಗುವುದು. ಅರ್ಜಿಯೊಂದಿಗೆ ಇತ್ತೀಚಿನ ಭಾವಚಿತ್ರ, ಪಡಿತರ ಚೀಟಿ, ಆಧಾರ್ ಕಾರ್ಡ್ ಪ್ರತಿ, ಜಾತಿ ಮತ್ತು ಆದಾಯ ಪ್ರಮಾಣ ಪತ್ರ ಹಾಗೂ 2 ಭಾವಚಿತ್ರ ಮತ್ತು 20 ರೂ. ಛಾಪಾ ಕಾಗದದಲ್ಲಿ ಪ್ರಮಾಣ ಪತ್ರ ಸಲ್ಲಿಸಬೇಕು.: [717, 1155, 817, 1274]
- panel-advocates-column-1: ಚಾಮರಾಜನಗರ, ಆ.30- ನೊಂದವರಿಗೆ ಪರಿಹಾರ ಕೊಡಿಸುವಲ್ಲಿ ಪ್ಯಾನಲ್ ವಕೀಲರ ಪಾತ್ರ ಪ್ರಮುಖವಾದದ್ದು ಎಂದು ಪ್ರಧಾನ ಜಿಲ್ಲಾ ಮತ್ತು ಸತ್ರ ನ್ಯಾಯಾಧೀಶರಾದ ಜಿ.ಬಸವರಾಜು ಹೇಳಿದರು. ನಗರದ ಜಿಲ್ಲಾ ಕಾನೂನು ಸೇವೆಗಳ ಪ್ರಾಧಿಕಾರದ ಸಭಾಂಗಣದಲ್ಲಿ ಕರ್ನಾಟಕ ರಾಜ್ಯ ಕಾನೂನು ಸೇವೆಗಳ ಪ್ರಾಧಿಕಾರ, ಜಿಲ್ಲಾ ಕಾನೂನು ಸೇವೆಗಳ ಪ್ರಾಧಿಕಾರ ಹಾಗೂ ಜಿಲ್ಲಾ ವಕೀಲರ ಸಂಘ ಇವರ ಸಂಯುಕ್ತ ಆಶ್ರಯದಲ್ಲಿ ಪ್ಯಾನಲ್ ವಕೀಲರಿಗೆ ಏರ್ಪಡಿಸಿದ್ದ ತರಬೇತಿ ಕಾರ್ಯಾಗಾರವನ್ನು ಉದ್ಘಾಟಿಸಿ ಅವರು ಮಾತನಾಡಿದರು. ತಳಮಟ್ಟದ ಜನರಿಗೂ ನ್ಯಾಯ ಒದಗಿಸುವುದು ಕಾನೂನು ಸೇವೆಗಳ ಪ್ರಾಧಿಕಾರದ ಉದ್ದೇಶವಾಗಿದೆ.: [88, 943, 192, 1136]
